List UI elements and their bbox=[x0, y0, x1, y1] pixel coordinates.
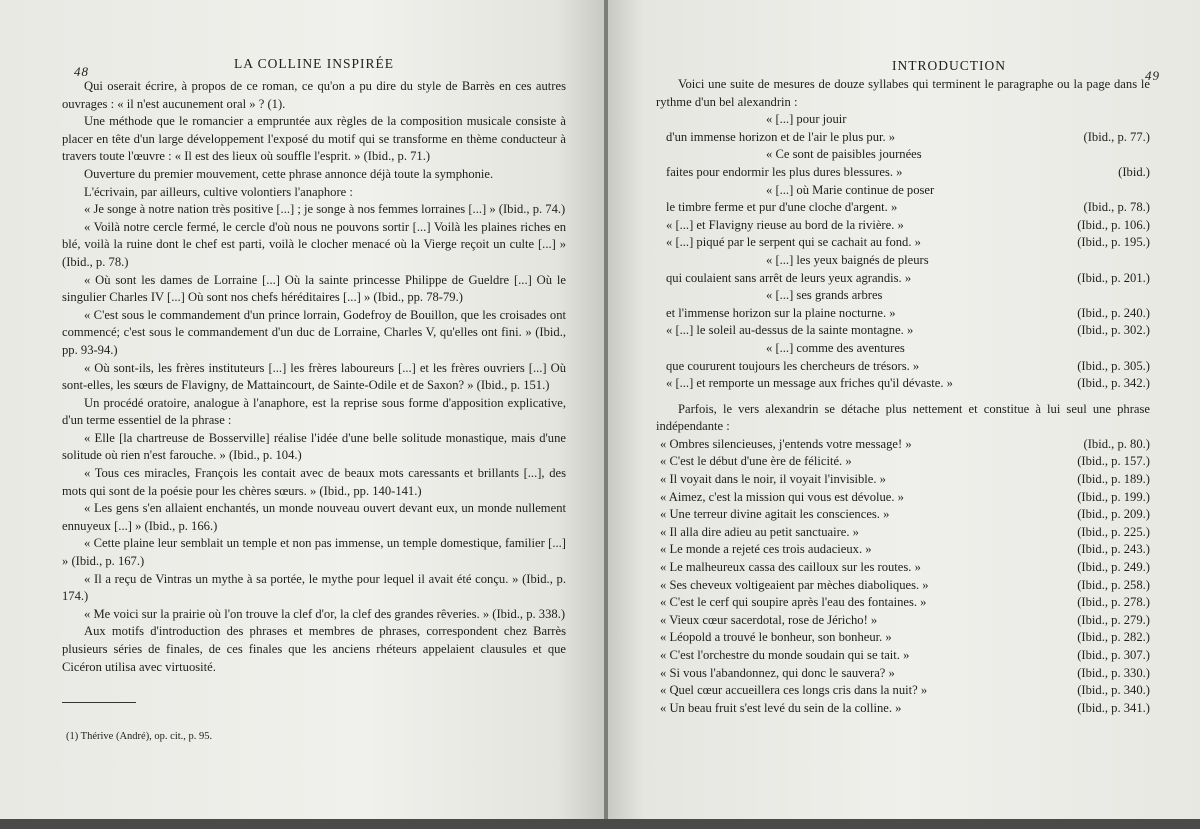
sentence-line bbox=[656, 436, 1150, 454]
footnote-rule bbox=[62, 702, 136, 703]
reference: (Ibid., p. 282.) bbox=[1077, 630, 1150, 645]
right-page-header bbox=[656, 54, 1160, 83]
sentence-text: « Vieux cœur sacerdotal, rose de Jéricho! » bbox=[660, 612, 878, 627]
verse-line bbox=[656, 287, 1150, 305]
reference: (Ibid., p. 243.) bbox=[1077, 542, 1150, 557]
verse-line bbox=[656, 305, 1150, 323]
reference: (Ibid., p. 209.) bbox=[1077, 507, 1150, 522]
verse-line bbox=[656, 129, 1150, 147]
sentence-text: « Le malheureux cassa des cailloux sur les routes. » bbox=[660, 560, 921, 575]
verse-line bbox=[656, 111, 1150, 129]
quotation: « Tous ces miracles, François les contait avec de beaux mots caressants et brillants [...], des mots qui sont de la poésie pour les chères sœurs. » (Ibid., pp. 140-141.) bbox=[62, 466, 566, 498]
verse-line bbox=[656, 146, 1150, 164]
verse-text: d'un immense horizon et de l'air le plus pur. » bbox=[666, 129, 896, 144]
sentence-line bbox=[656, 612, 1150, 630]
sentence-line bbox=[656, 594, 1150, 612]
page-number: 49 bbox=[1145, 68, 1160, 83]
paragraph: Voici une suite de mesures de douze syllabes qui terminent le paragraphe ou la page dans le rythme d'un bel alexandrin : bbox=[656, 77, 1150, 109]
sentence-line bbox=[656, 524, 1150, 542]
verse-line bbox=[656, 234, 1150, 252]
reference: (Ibid., p. 278.) bbox=[1077, 595, 1150, 610]
verse-text: « [...] pour jouir bbox=[766, 112, 847, 127]
verse-list bbox=[656, 111, 1150, 393]
sentence-line bbox=[656, 665, 1150, 683]
sentence-text: « Une terreur divine agitait les consciences. » bbox=[660, 507, 890, 522]
reference: (Ibid., p. 199.) bbox=[1077, 489, 1150, 504]
reference: (Ibid., p. 307.) bbox=[1077, 648, 1150, 662]
footnote: (1) Thérive (André), op. cit., p. 95. bbox=[66, 731, 213, 743]
sentence-text: « Il voyait dans le noir, il voyait l'invisible. » bbox=[660, 472, 886, 487]
reference: (Ibid., p. 330.) bbox=[1077, 665, 1150, 680]
paragraph: Un procédé oratoire, analogue à l'anaphore, est la reprise sous forme d'apposition explicative, d'un terme essentiel de la phrase : bbox=[62, 395, 566, 428]
sentence-line bbox=[656, 471, 1150, 489]
reference: (Ibid., p. 78.) bbox=[1083, 200, 1150, 215]
sentence-line bbox=[656, 506, 1150, 524]
quotation: « Il a reçu de Vintras un mythe à sa portée, le mythe pour lequel il avait été conçu. » (Ibid., p. 174.) bbox=[62, 571, 566, 604]
quotation: « C'est sous le commandement d'un prince lorrain, Godefroy de Bouillon, que les croisades ont commencé; c'est sous le commandement d'un duc de Lorraine, Charles V, qu'elles ont fini. » (Ibid., pp. 93-94.) bbox=[62, 307, 566, 357]
reference: (Ibid., p. 201.) bbox=[1077, 270, 1150, 285]
sentence-line bbox=[656, 700, 1150, 718]
verse-text: « [...] ses grands arbres bbox=[766, 288, 883, 303]
sentence-text: « Ombres silencieuses, j'entends votre message! » bbox=[660, 436, 912, 451]
sentence-text: « C'est le cerf qui soupire après l'eau des fontaines. » bbox=[660, 595, 927, 610]
reference: (Ibid., p. 80.) bbox=[1083, 436, 1150, 451]
reference: (Ibid., p. 342.) bbox=[1077, 376, 1150, 391]
reference: (Ibid., p. 305.) bbox=[1077, 358, 1150, 373]
verse-text: faites pour endormir les plus dures blessures. » bbox=[666, 164, 903, 179]
reference: (Ibid., p. 279.) bbox=[1077, 612, 1150, 627]
verse-line bbox=[656, 252, 1150, 270]
sentence-text: « Léopold a trouvé le bonheur, son bonheur. » bbox=[660, 630, 892, 645]
verse-text: « [...] où Marie continue de poser bbox=[766, 182, 935, 197]
sentence-line bbox=[656, 541, 1150, 559]
sentence-line bbox=[656, 489, 1150, 507]
verse-line bbox=[656, 340, 1150, 358]
verse-text: et l'immense horizon sur la plaine nocturne. » bbox=[666, 305, 896, 320]
left-page-body bbox=[62, 78, 566, 676]
running-head: LA COLLINE INSPIRÉE bbox=[234, 56, 394, 71]
quotation: « Voilà notre cercle fermé, le cercle d'où nous ne pouvons sortir [...] Voilà les plaines riches en blé, voilà la ruine dont le chef est parti, voilà le clocher menacé où la Vierge reçoit un culte [...] » (Ibid., p. 78.) bbox=[62, 219, 566, 269]
paragraph: Une méthode que le romancier a empruntée aux règles de la composition musicale consiste à placer en tête d'un large développement l'exposé du motif qui se transforme en thème conducteur à travers toute l'œuvre : « Il est des lieux où souffle l'esprit. » (Ibid., p. 71.) bbox=[62, 114, 566, 164]
verse-text: le timbre ferme et pur d'une cloche d'argent. » bbox=[666, 200, 898, 215]
quotation: « Où sont-ils, les frères instituteurs [...] les frères laboureurs [...] et les frères ouvriers [...] Où sont-elles, les sœurs de Flavigny, de Mattaincourt, de Sainte-Odile et de Saxon? » (Ibid., p. 151.) bbox=[62, 360, 566, 393]
verse-line bbox=[656, 217, 1150, 235]
verse-text: que coururent toujours les chercheurs de trésors. » bbox=[666, 358, 920, 373]
reference: (Ibid., p. 189.) bbox=[1077, 472, 1150, 487]
reference: (Ibid., p. 341.) bbox=[1077, 700, 1150, 715]
reference: (Ibid., p. 157.) bbox=[1077, 454, 1150, 469]
sentence-text: « C'est l'orchestre du monde soudain qui se tait. » bbox=[660, 648, 910, 662]
sentence-text: « Le monde a rejeté ces trois audacieux. » bbox=[660, 542, 872, 557]
right-page-body bbox=[656, 76, 1150, 717]
verse-line bbox=[656, 358, 1150, 376]
reference: (Ibid., p. 340.) bbox=[1077, 683, 1150, 698]
reference: (Ibid., p. 195.) bbox=[1077, 235, 1150, 250]
verse-line bbox=[656, 375, 1150, 393]
left-page-header bbox=[62, 56, 566, 78]
verse-line bbox=[656, 270, 1150, 288]
quotation: « Je songe à notre nation très positive [...] ; je songe à nos femmes lorraines [...] » (Ibid., p. 74.) bbox=[84, 202, 566, 217]
running-head: INTRODUCTION bbox=[892, 58, 1006, 73]
verse-line bbox=[656, 322, 1150, 340]
verse-line bbox=[656, 199, 1150, 217]
sentence-line bbox=[656, 682, 1150, 700]
sentence-line bbox=[656, 577, 1150, 595]
sentence-line bbox=[656, 647, 1150, 665]
sentence-line bbox=[656, 629, 1150, 647]
paragraph: Qui oserait écrire, à propos de ce roman, ce qu'on a pu dire du style de Barrès en ces autres ouvrages : « il n'est aucunement oral » ? (1). bbox=[62, 79, 566, 111]
reference: (Ibid., p. 240.) bbox=[1077, 305, 1150, 320]
verse-text: « [...] et remporte un message aux friches qu'il dévaste. » bbox=[666, 376, 953, 391]
reference: (Ibid., p. 249.) bbox=[1077, 560, 1150, 575]
verse-text: « [...] piqué par le serpent qui se cachait au fond. » bbox=[666, 235, 921, 250]
quotation: « Me voici sur la prairie où l'on trouve la clef d'or, la clef des grandes rêveries. » (Ibid., p. 338.) bbox=[84, 606, 566, 621]
verse-line bbox=[656, 164, 1150, 182]
quotation: « Elle [la chartreuse de Bosserville] réalise l'idée d'une belle solitude monastique, mais d'une solitude où rien n'est farouche. » (Ibid., p. 104.) bbox=[62, 430, 566, 463]
verse-text: « [...] le soleil au-dessus de la sainte montagne. » bbox=[666, 323, 914, 338]
paragraph: Ouverture du premier mouvement, cette phrase annonce déjà toute la symphonie. bbox=[84, 166, 494, 181]
reference: (Ibid., p. 225.) bbox=[1077, 524, 1150, 539]
reference: (Ibid., p. 77.) bbox=[1083, 129, 1150, 144]
sentence-text: « Aimez, c'est la mission qui vous est dévolue. » bbox=[660, 489, 904, 504]
sentence-text: « Si vous l'abandonnez, qui donc le sauvera? » bbox=[660, 665, 895, 680]
verse-line bbox=[656, 182, 1150, 200]
reference: (Ibid.) bbox=[1118, 164, 1150, 179]
quotation: « Cette plaine leur semblait un temple et non pas immense, un temple domestique, familier [...] » (Ibid., p. 167.) bbox=[62, 536, 566, 569]
verse-text: « [...] et Flavigny rieuse au bord de la rivière. » bbox=[666, 217, 904, 232]
paragraph: L'écrivain, par ailleurs, cultive volontiers l'anaphore : bbox=[84, 184, 353, 199]
reference: (Ibid., p. 106.) bbox=[1077, 217, 1150, 232]
verse-text: qui coulaient sans arrêt de leurs yeux agrandis. » bbox=[666, 270, 912, 285]
sentence-text: « Quel cœur accueillera ces longs cris dans la nuit? » bbox=[660, 683, 928, 698]
reference: (Ibid., p. 302.) bbox=[1077, 323, 1150, 338]
sentence-text: « Ses cheveux voltigeaient par mèches diaboliques. » bbox=[660, 577, 929, 592]
quotation: « Où sont les dames de Lorraine [...] Où la sainte princesse Philippe de Gueldre [...] Où le singulier Charles IV [...] Où sont nos chefs héréditaires [...] » (Ibid., pp. 78-79.) bbox=[62, 272, 566, 305]
verse-text: « [...] les yeux baignés de pleurs bbox=[766, 252, 929, 267]
sentence-text: « Un beau fruit s'est levé du sein de la colline. » bbox=[660, 700, 902, 715]
reference: (Ibid., p. 258.) bbox=[1077, 577, 1150, 592]
sentence-text: « Il alla dire adieu au petit sanctuaire. » bbox=[660, 524, 859, 539]
right-page bbox=[608, 0, 1200, 829]
verse-text: « Ce sont de paisibles journées bbox=[766, 147, 922, 162]
page-number: 48 bbox=[74, 64, 89, 79]
verse-text: « [...] comme des aventures bbox=[766, 340, 905, 355]
paragraph: Parfois, le vers alexandrin se détache plus nettement et constitue à lui seul une phrase indépendante : bbox=[656, 401, 1150, 434]
sentence-line bbox=[656, 453, 1150, 471]
sentence-list bbox=[656, 436, 1150, 718]
sentence-line bbox=[656, 559, 1150, 577]
bottom-shadow bbox=[0, 819, 1200, 829]
sentence-text: « C'est le début d'une ère de félicité. » bbox=[660, 454, 852, 469]
paragraph: Aux motifs d'introduction des phrases et membres de phrases, correspondent chez Barrès plusieurs séries de finales, de ces finales que les anciens rhéteurs appelaient clausules et que Cicéron utilisa avec virtuosité. bbox=[62, 624, 566, 674]
quotation: « Les gens s'en allaient enchantés, un monde nouveau ouvert devant eux, un monde nullement ennuyeux [...] » (Ibid., p. 166.) bbox=[62, 501, 566, 533]
